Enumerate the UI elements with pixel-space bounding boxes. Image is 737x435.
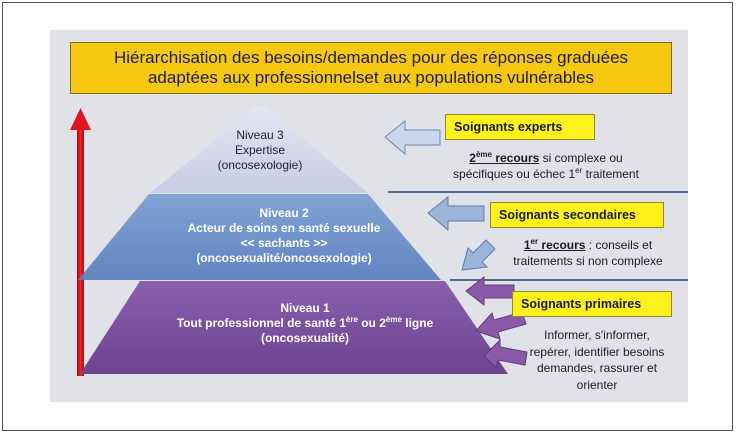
level-2-line-3: (oncosexualité/oncosexologie) xyxy=(196,251,372,265)
title-line-1: Hiérarchisation des besoins/demandes pour des réponses graduées xyxy=(113,48,629,67)
desc-secondaires-line-1: 1er recours : conseils et xyxy=(523,237,653,252)
desc-primaires-line: repérer, identifier besoins xyxy=(529,344,665,359)
level-3-name: Niveau 3 xyxy=(236,128,284,142)
level-2-name: Niveau 2 xyxy=(259,206,309,220)
desc-experts-line-2: spécifiques ou échec 1er traitement xyxy=(453,166,639,181)
desc-primaires xyxy=(512,327,682,393)
desc-experts xyxy=(398,150,694,182)
level-2-line-1: Acteur de soins en santé sexuelle xyxy=(187,221,381,235)
desc-experts-line-1: 2ème recours si complexe ou xyxy=(469,150,623,165)
label-soignants-secondaires: Soignants secondaires xyxy=(490,202,664,228)
level-2-text xyxy=(170,206,398,266)
level-3-line-2: (oncosexologie) xyxy=(217,158,303,172)
level-1-line-1: Tout professionnel de santé 1ère ou 2ème ligne xyxy=(176,315,434,330)
desc-primaires-line: demandes, rassurer et xyxy=(536,361,658,375)
level-1-text xyxy=(150,301,460,346)
left-arrow-icon xyxy=(466,277,514,305)
title-line-2: adaptées aux professionnelset aux populations vulnérables xyxy=(147,68,595,87)
desc-primaires-line: Informer, s'informer, xyxy=(544,328,650,342)
level-2-line-2: << sachants >> xyxy=(240,236,328,250)
up-arrow-icon xyxy=(70,108,91,376)
label-soignants-experts: Soignants experts xyxy=(445,114,595,140)
level-1-line-2: (oncosexualité) xyxy=(260,331,350,345)
desc-primaires-line: orienter xyxy=(576,377,618,392)
desc-secondaires-line-2: traitements si non complexe xyxy=(513,254,663,268)
level-1-name: Niveau 1 xyxy=(280,301,330,315)
level-3-text xyxy=(205,128,315,173)
level-3-line-1: Expertise xyxy=(234,143,286,157)
desc-secondaires xyxy=(488,237,688,269)
left-arrow-icon xyxy=(428,197,484,230)
label-soignants-primaires: Soignants primaires xyxy=(512,291,672,317)
